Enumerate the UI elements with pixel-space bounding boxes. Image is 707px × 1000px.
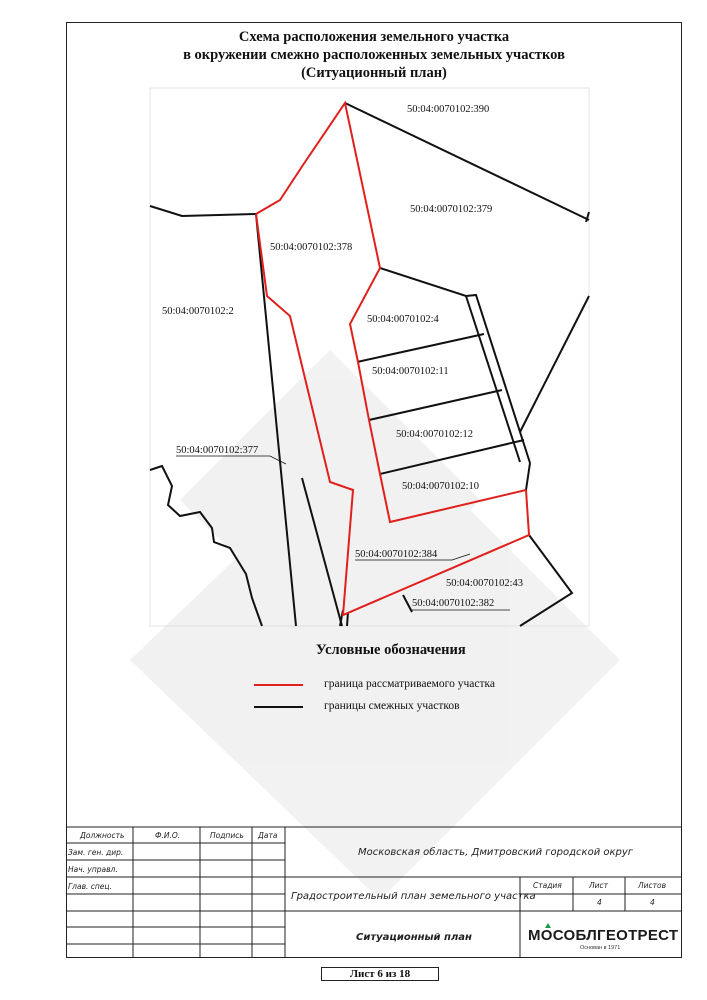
sheets-label: Листов xyxy=(638,881,667,890)
parcel-label-10: 50:04:0070102:10 xyxy=(402,481,480,492)
parcel-label-390: 50:04:0070102:390 xyxy=(407,104,490,115)
parcel-label-382: 50:04:0070102:382 xyxy=(412,598,495,609)
header-date: Дата xyxy=(258,831,278,840)
parcel-label-377: 50:04:0070102:377 xyxy=(176,445,259,456)
parcel-label-43: 50:04:0070102:43 xyxy=(446,578,524,589)
title-line-2: в окружении смежно расположенных земельных участков xyxy=(183,47,565,63)
legend-item-adjacent: границы смежных участков xyxy=(324,700,460,712)
parcel-label-378: 50:04:0070102:378 xyxy=(270,242,353,253)
title-line-3: (Ситуационный план) xyxy=(301,65,447,81)
sheet-value: 4 xyxy=(597,898,602,907)
company-name: МОСОБЛГЕОТРЕСТ xyxy=(528,927,679,944)
legend-item-subject: граница рассматриваемого участка xyxy=(324,678,496,690)
role-head-of-department: Нач. управл. xyxy=(68,865,118,874)
watermark xyxy=(130,350,620,900)
parcel-label-379: 50:04:0070102:379 xyxy=(410,204,493,215)
sheet-label: Лист xyxy=(589,881,609,890)
header-name: Ф.И.О. xyxy=(155,831,181,840)
parcel-label-384: 50:04:0070102:384 xyxy=(355,549,438,560)
parcel-label-11: 50:04:0070102:11 xyxy=(372,366,449,377)
company-founded: Основан в 1971 xyxy=(580,945,621,951)
page-number: Лист 6 из 18 xyxy=(321,967,439,981)
stage-label: Стадия xyxy=(533,881,562,890)
role-deputy-director: Зам. ген. дир. xyxy=(68,848,124,857)
parcel-label-4: 50:04:0070102:4 xyxy=(367,314,439,325)
parcel-label-2: 50:04:0070102:2 xyxy=(162,306,234,317)
parcel-label-12: 50:04:0070102:12 xyxy=(396,429,474,440)
sheets-value: 4 xyxy=(650,898,655,907)
region-text: Московская область, Дмитровский городской округ xyxy=(358,847,634,858)
drawing-text: Ситуационный план xyxy=(356,932,472,943)
document-text: Градостроительный план земельного участка xyxy=(291,891,536,902)
header-position: Должность xyxy=(80,831,125,840)
legend-title: Условные обозначения xyxy=(316,642,466,658)
title-line-1: Схема расположения земельного участка xyxy=(238,29,510,45)
role-chief-specialist: Глав. спец. xyxy=(68,882,112,891)
header-signature: Подпись xyxy=(210,831,244,840)
